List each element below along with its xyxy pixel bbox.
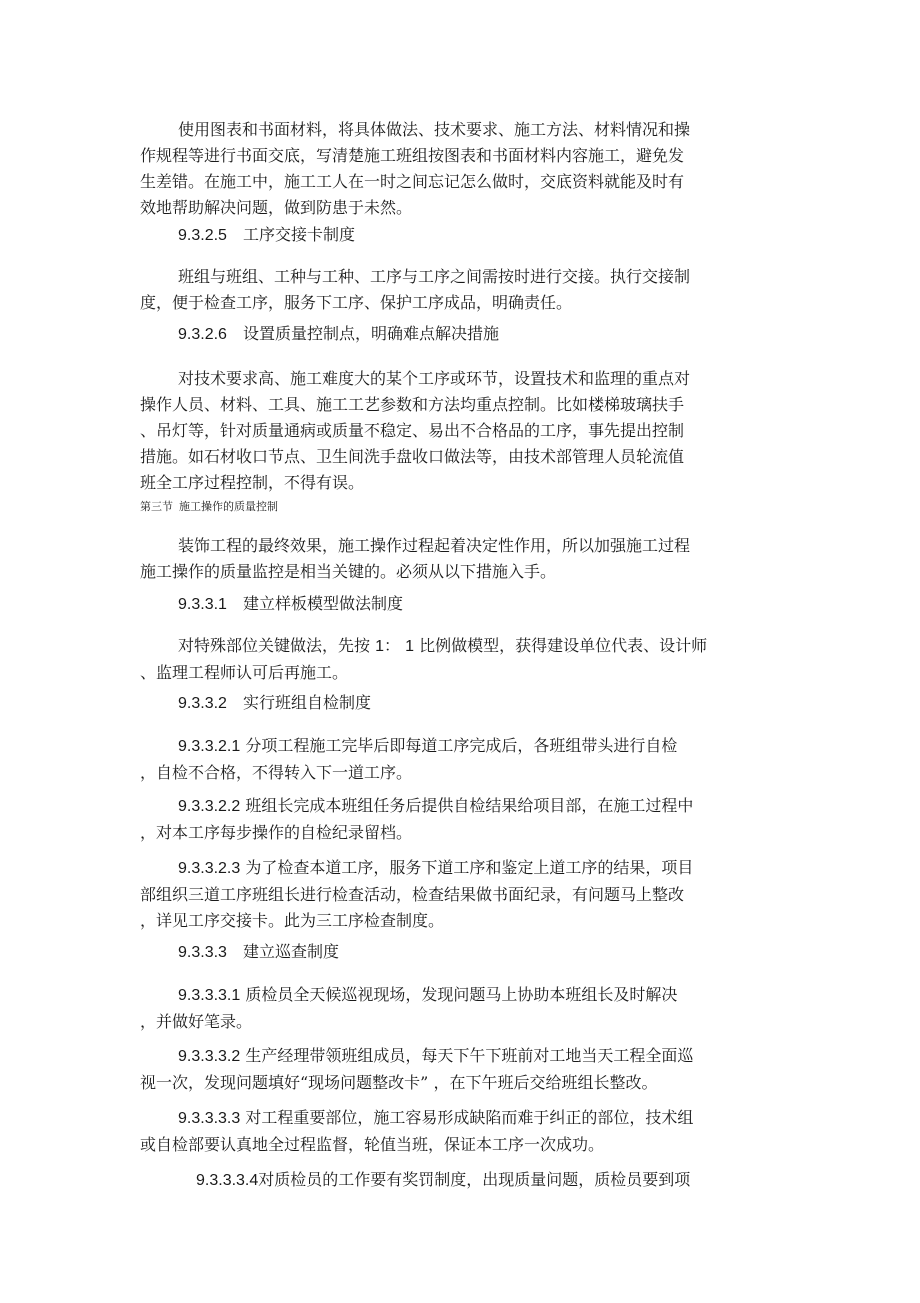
text-line: 操作人员、材料、工具、施工工艺参数和方法均重点控制。比如楼梯玻璃扶手 <box>140 395 685 414</box>
clause-number: 9.3.3.3.1 <box>178 987 241 1004</box>
section-label: 第三节 <box>140 500 173 513</box>
text-line: 措施。如石材收口节点、卫生间洗手盘收口做法等，由技术部管理人员轮流值 <box>140 447 685 466</box>
clause-number: 9.3.3.2.1 <box>178 738 241 755</box>
text-line <box>140 1105 740 1132</box>
paragraph-9-3-3-2-3 <box>140 855 740 934</box>
text-line: ，并做好笔录。 <box>140 1012 253 1031</box>
paragraph-9-3-3-3-1 <box>140 982 740 1035</box>
text-line <box>140 855 740 882</box>
text-fragment: 对质检员的工作要有奖罚制度，出现质量问题，质检员要到项 <box>258 1170 691 1189</box>
text-line: 使用图表和书面材料，将具体做法、技术要求、施工方法、材料情况和操 <box>178 120 691 139</box>
text-line: ，对本工序每步操作的自检纪录留档。 <box>140 823 413 842</box>
clause-number: 9.3.3.3.3 <box>178 1110 241 1127</box>
paragraph-written-disclosure <box>140 117 740 221</box>
heading-number: 9.3.2.5 <box>178 227 227 244</box>
paragraph-9-3-3-2-1 <box>140 733 740 786</box>
heading-title: 建立巡查制度 <box>242 942 339 961</box>
text-line <box>140 1043 740 1070</box>
text-line: 效地帮助解决问题，做到防患于未然。 <box>140 198 413 217</box>
heading-9-3-3-1 <box>178 593 403 616</box>
text-line: 视一次，发现问题填好“现场问题整改卡” ，在下午班后交给班组长整改。 <box>140 1073 658 1092</box>
heading-number: 9.3.3.1 <box>178 596 227 613</box>
paragraph-9-3-3-2-2 <box>140 793 740 846</box>
heading-9-3-3-3 <box>178 941 339 964</box>
text-line: 或自检部要认真地全过程监督，轮值当班，保证本工序一次成功。 <box>140 1135 605 1154</box>
text-fragment: 比例做模型，获得建设单位代表、设计师 <box>414 636 708 655</box>
clause-number: 9.3.3.2.2 <box>178 798 241 815</box>
text-fragment: 班组长完成本班组任务后提供自检结果给项目部，在施工过程中 <box>240 796 694 815</box>
text-line <box>158 1167 758 1194</box>
text-fragment: 生产经理带领班组成员，每天下午下班前对工地当天工程全面巡 <box>240 1046 694 1065</box>
text-line: 部组织三道工序班组长进行检查活动，检查结果做书面纪录，有问题马上整改 <box>140 885 685 904</box>
heading-number: 9.3.2.6 <box>178 326 227 343</box>
heading-title: 工序交接卡制度 <box>242 225 355 244</box>
paragraph-9-3-3-3-2 <box>140 1043 740 1096</box>
heading-number: 9.3.3.3 <box>178 944 227 961</box>
clause-number: 9.3.3.3.2 <box>178 1048 241 1065</box>
paragraph-operation-quality <box>140 533 740 585</box>
heading-9-3-2-5 <box>178 224 355 247</box>
text-fragment: 分项工程施工完毕后即每道工序完成后，各班组带头进行自检 <box>240 736 678 755</box>
paragraph-9-3-3-3-4 <box>158 1167 758 1194</box>
clause-number: 9.3.3.2.3 <box>178 860 241 877</box>
paragraph-handover <box>140 264 740 316</box>
paragraph-9-3-3-3-3 <box>140 1105 740 1158</box>
section-title: 施工操作的质量控制 <box>179 500 278 513</box>
ratio-number: 1 <box>405 638 414 655</box>
heading-title: 实行班组自检制度 <box>242 693 371 712</box>
text-line: 班组与班组、工种与工种、工序与工序之间需按时进行交接。执行交接制 <box>178 267 691 286</box>
paragraph-control-points <box>140 366 740 496</box>
heading-title: 建立样板模型做法制度 <box>242 594 403 613</box>
heading-9-3-2-6 <box>178 323 499 346</box>
text-fragment: 对特殊部位关键做法，先按 <box>178 636 376 655</box>
text-fragment: ： <box>384 636 406 655</box>
text-line <box>140 793 740 820</box>
clause-number: 9.3.3.3.4 <box>196 1172 259 1189</box>
text-line: 装饰工程的最终效果，施工操作过程起着决定性作用，所以加强施工过程 <box>178 536 691 555</box>
text-line: 班全工序过程控制，不得有误。 <box>140 473 365 492</box>
text-line: ，自检不合格，不得转入下一道工序。 <box>140 763 413 782</box>
text-line: 生差错。在施工中，施工工人在一时之间忘记怎么做时，交底资料就能及时有 <box>140 172 685 191</box>
heading-9-3-3-2 <box>178 692 371 715</box>
text-line <box>140 733 740 760</box>
text-line: 对技术要求高、施工难度大的某个工序或环节，设置技术和监理的重点对 <box>178 369 691 388</box>
text-line <box>140 633 740 660</box>
text-fragment: 为了检查本道工序，服务下道工序和鉴定上道工序的结果，项目 <box>240 858 694 877</box>
section-heading <box>140 499 278 515</box>
text-line: 施工操作的质量监控是相当关键的。必须从以下措施入手。 <box>140 562 557 581</box>
text-line: ，详见工序交接卡。此为三工序检查制度。 <box>140 911 445 930</box>
text-line: 作规程等进行书面交底，写清楚施工班组按图表和书面材料内容施工，避免发 <box>140 146 685 165</box>
text-line <box>140 982 740 1009</box>
text-fragment: 质检员全天候巡视现场，发现问题马上协助本班组长及时解决 <box>240 985 678 1004</box>
text-line: 度，便于检查工序，服务下工序、保护工序成品，明确责任。 <box>140 293 573 312</box>
text-fragment: 对工程重要部位，施工容易形成缺陷而难于纠正的部位，技术组 <box>240 1108 694 1127</box>
text-line: 、监理工程师认可后再施工。 <box>140 663 349 682</box>
text-line: 、吊灯等，针对质量通病或质量不稳定、易出不合格品的工序，事先提出控制 <box>140 421 685 440</box>
heading-title: 设置质量控制点，明确难点解决措施 <box>242 324 499 343</box>
ratio-number: 1 <box>375 638 384 655</box>
paragraph-sample-model <box>140 633 740 686</box>
heading-number: 9.3.3.2 <box>178 695 227 712</box>
